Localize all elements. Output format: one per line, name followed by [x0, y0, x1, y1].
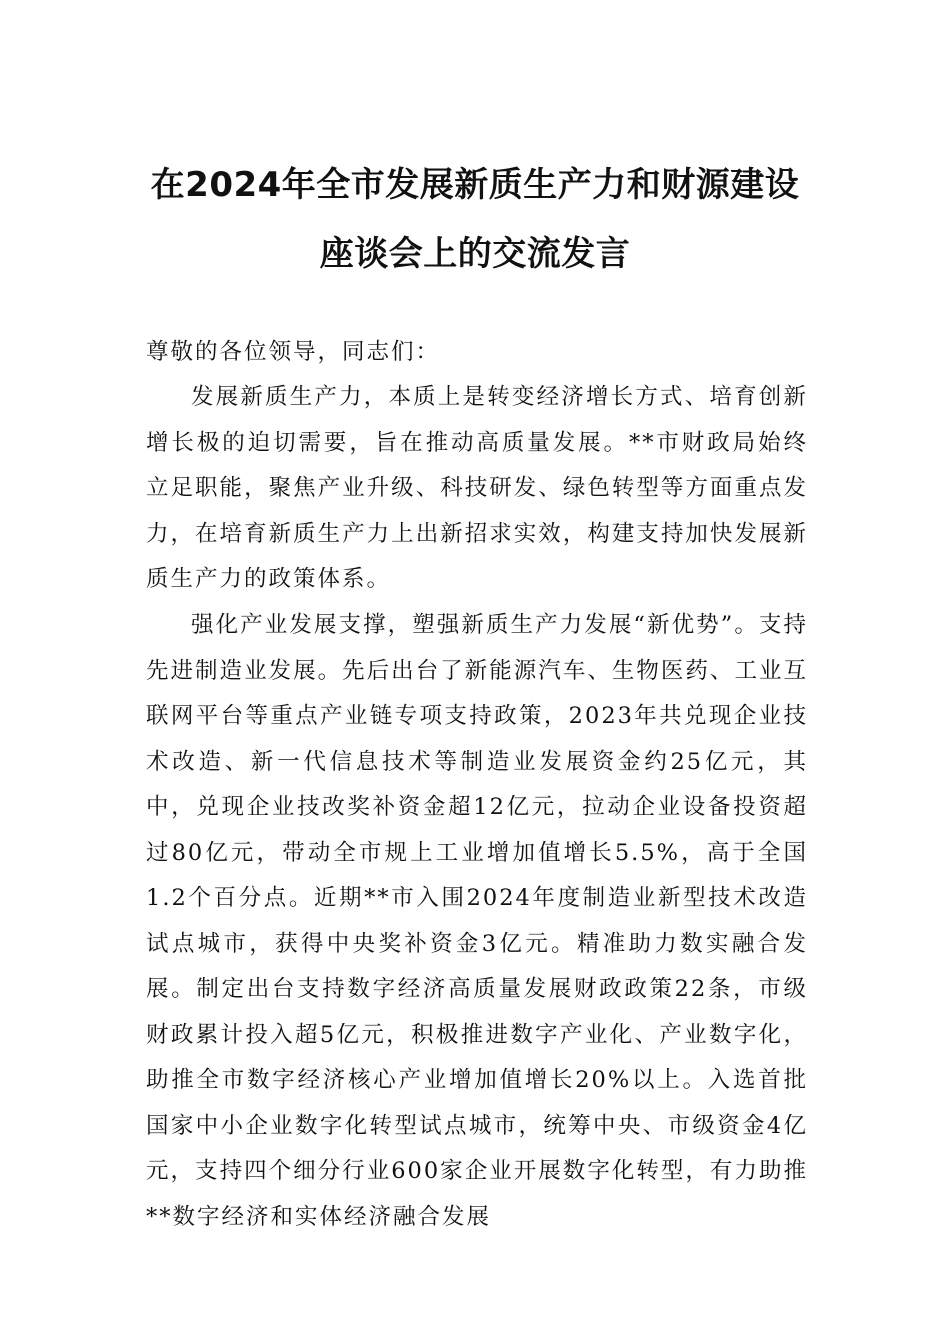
salutation: 尊敬的各位领导，同志们：: [146, 339, 441, 365]
paragraph-2: 强化产业发展支撑，塑强新质生产力发展“新优势”。支持先进制造业发展。先后出台了新能源汽车、生物医药、工业互联网平台等重点产业链专项支持政策，2023年共兑现企业技术改造、新一代信息技术等制造业发展资金约25亿元，其中，兑现企业技改奖补资金超12亿元，拉动企业设备投资超过80亿元，带动全市规上工业增加值增长5.5%，高于全国1.2个百分点。近期**市入围2024年度制造业新型技术改造试点城市，获得中央奖补资金3亿元。精准助力数实融合发展。制定出台支持数字经济高质量发展财政政策22条，市级财政累计投入超5亿元，积极推进数字产业化、产业数字化，助推全市数字经济核心产业增加值增长20%以上。入选首批国家中小企业数字化转型试点城市，统筹中央、市级资金4亿元，支持四个细分行业600家企业开展数字化转型，有力助推**数字经济和实体经济融合发展: [146, 612, 808, 1230]
document-title-line-2: 座谈会上的交流发言: [319, 234, 631, 274]
document-title-line-1: 在2024年全市发展新质生产力和财源建设: [150, 165, 800, 205]
paragraph-1: 发展新质生产力，本质上是转变经济增长方式、培育创新增长极的迫切需要，旨在推动高质量发展。**市财政局始终立足职能，聚焦产业升级、科技研发、绿色转型等方面重点发力，在培育新质生产力上出新招求实效，构建支持加快发展新质生产力的政策体系。: [146, 384, 808, 592]
